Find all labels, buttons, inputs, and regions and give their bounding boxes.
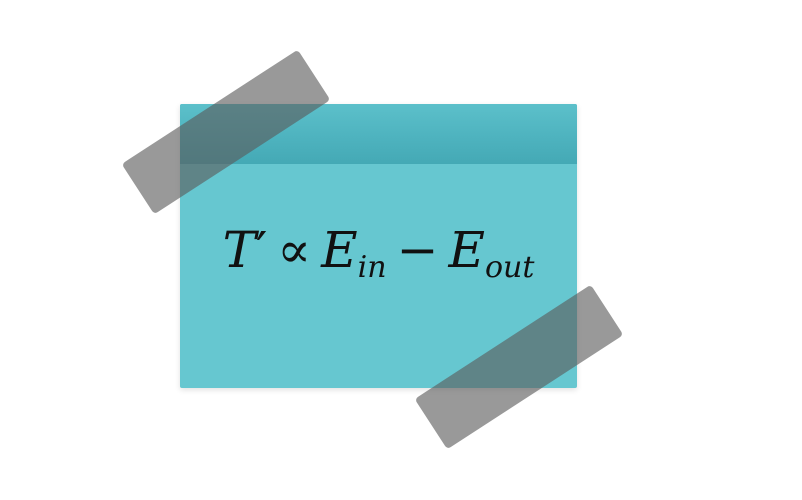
formula-e-in: E — [321, 221, 358, 279]
formula-e-out: E — [448, 221, 485, 279]
formula — [180, 220, 577, 285]
formula-e-out-sub: out — [484, 250, 535, 285]
formula-e-in-sub: in — [357, 250, 387, 285]
formula-minus: − — [396, 221, 439, 279]
formula-t: T — [222, 221, 256, 279]
formula-prime: ′ — [255, 221, 268, 279]
formula-proportional: ∝ — [277, 221, 312, 279]
